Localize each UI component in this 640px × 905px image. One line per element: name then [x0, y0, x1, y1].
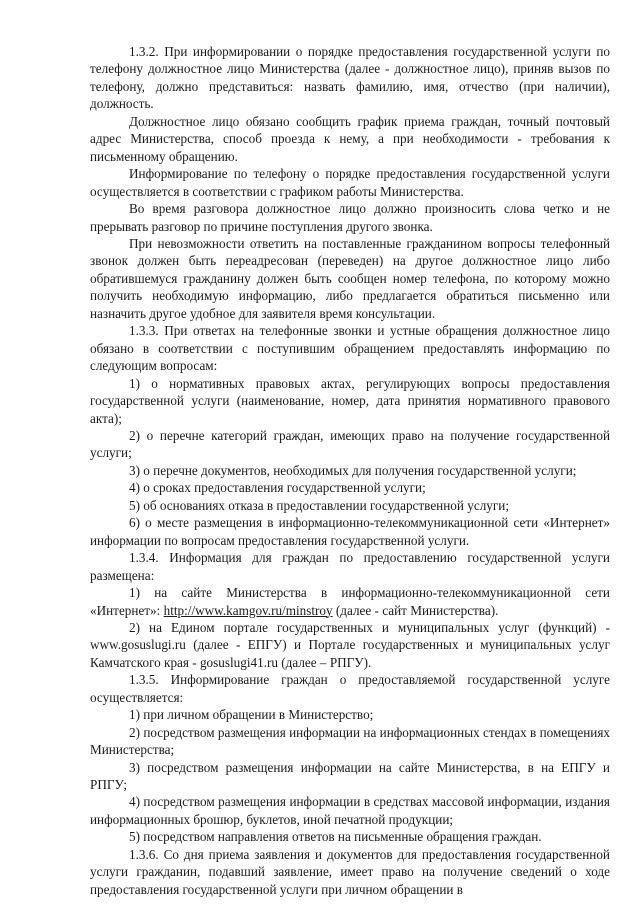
paragraph-1-3-4: 1.3.4. Информация для граждан по предоставлению государственной услуги размещена:: [90, 550, 610, 583]
paragraph-1-3-5: 1.3.5. Информирование граждан о предоставляемой государственной услуге осуществляется:: [90, 672, 610, 705]
list-item-mass-media: 4) посредством размещения информации в средствах массовой информации, издания информационных брошюр, буклетов, иной печатной продукции;: [90, 794, 610, 827]
paragraph-call-redirect: При невозможности ответить на поставленные гражданином вопросы телефонный звонок должен быть переадресован (переведен) на другое должностное лицо либо обратившемуся гражданину должен быть сообщен номер телефона, по которому можно получить необходимую информацию, либо предлагается обратиться письменно или назначить другое удобное для заявителя время консультации.: [90, 235, 610, 321]
list-item-gosuslugi: 2) на Едином портале государственных и муниципальных услуг (функций) - www.gosuslugi.ru (далее - ЕПГУ) и Портале государственных и муниципальных услуг Камчатского края - gosuslugi41.ru (далее – РПГУ).: [90, 619, 610, 670]
document-body: [90, 43, 610, 898]
paragraph-1-3-6: 1.3.6. Со дня приема заявления и документов для предоставления государственной услуги гражданин, подавший заявление, имеет право на получение сведений о ходе предоставления государственной услуги при личном обращении в: [90, 846, 610, 897]
list-item-documents: 3) о перечне документов, необходимых для получения государственной услуги;: [129, 462, 577, 478]
list-item-ministry-site: [90, 584, 610, 619]
list-item-refusal-grounds: 5) об основаниях отказа в предоставлении государственной услуги;: [129, 497, 509, 513]
site-item-text-after: (далее - сайт Министерства).: [332, 602, 499, 618]
list-item-website-portals: 3) посредством размещения информации на сайте Министерства, в на ЕПГУ и РПГУ;: [90, 759, 610, 793]
paragraph-1-3-3: 1.3.3. При ответах на телефонные звонки и устные обращения должностное лицо обязано в соответствии с поступившим обращением предоставлять информацию по следующим вопросам:: [90, 323, 610, 374]
list-item-personal-visit: 1) при личном обращении в Министерство;: [129, 707, 374, 723]
site-item-text-before: 1) на сайте Министерства в информационно-телекоммуникационной сети «Интернет»:: [90, 585, 610, 618]
list-item-normative-acts: 1) о нормативных правовых актах, регулирующих вопросы предоставления государственной услуги (наименование, номер, дата принятия нормативного правового акта);: [90, 375, 610, 426]
list-item-citizen-categories: 2) о перечне категорий граждан, имеющих право на получение государственной услуги;: [90, 427, 610, 461]
list-item-terms: 4) о сроках предоставления государственной услуги;: [129, 480, 426, 496]
paragraph-conversation-rules: Во время разговора должностное лицо должно произносить слова четко и не прерывать разговор по причине поступления другого звонка.: [90, 201, 610, 234]
paragraph-schedule-duty: Должностное лицо обязано сообщить график приема граждан, точный почтовый адрес Министерства, способ проезда к нему, а при необходимости - требования к письменному обращению.: [90, 113, 610, 164]
paragraph-phone-schedule: Информирование по телефону о порядке предоставления государственной услуги осуществляется в соответствии с графиком работы Министерства.: [90, 166, 610, 199]
list-item-info-stands: 2) посредством размещения информации на информационных стендах в помещениях Министерства;: [90, 724, 610, 758]
paragraph-1-3-2: 1.3.2. При информировании о порядке предоставления государственной услуги по телефону должностное лицо Министерства (далее - должностное лицо), приняв вызов по телефону, должно представиться: назвать фамилию, имя, отчество (при наличии), должность.: [90, 44, 610, 112]
list-item-written-replies: 5) посредством направления ответов на письменные обращения граждан.: [129, 829, 542, 845]
list-item-internet-info: 6) о месте размещения в информационно-телекоммуникационной сети «Интернет» информации по вопросам предоставления государственной услуги.: [90, 515, 610, 548]
ministry-site-link[interactable]: http://www.kamgov.ru/minstroy: [163, 602, 333, 618]
